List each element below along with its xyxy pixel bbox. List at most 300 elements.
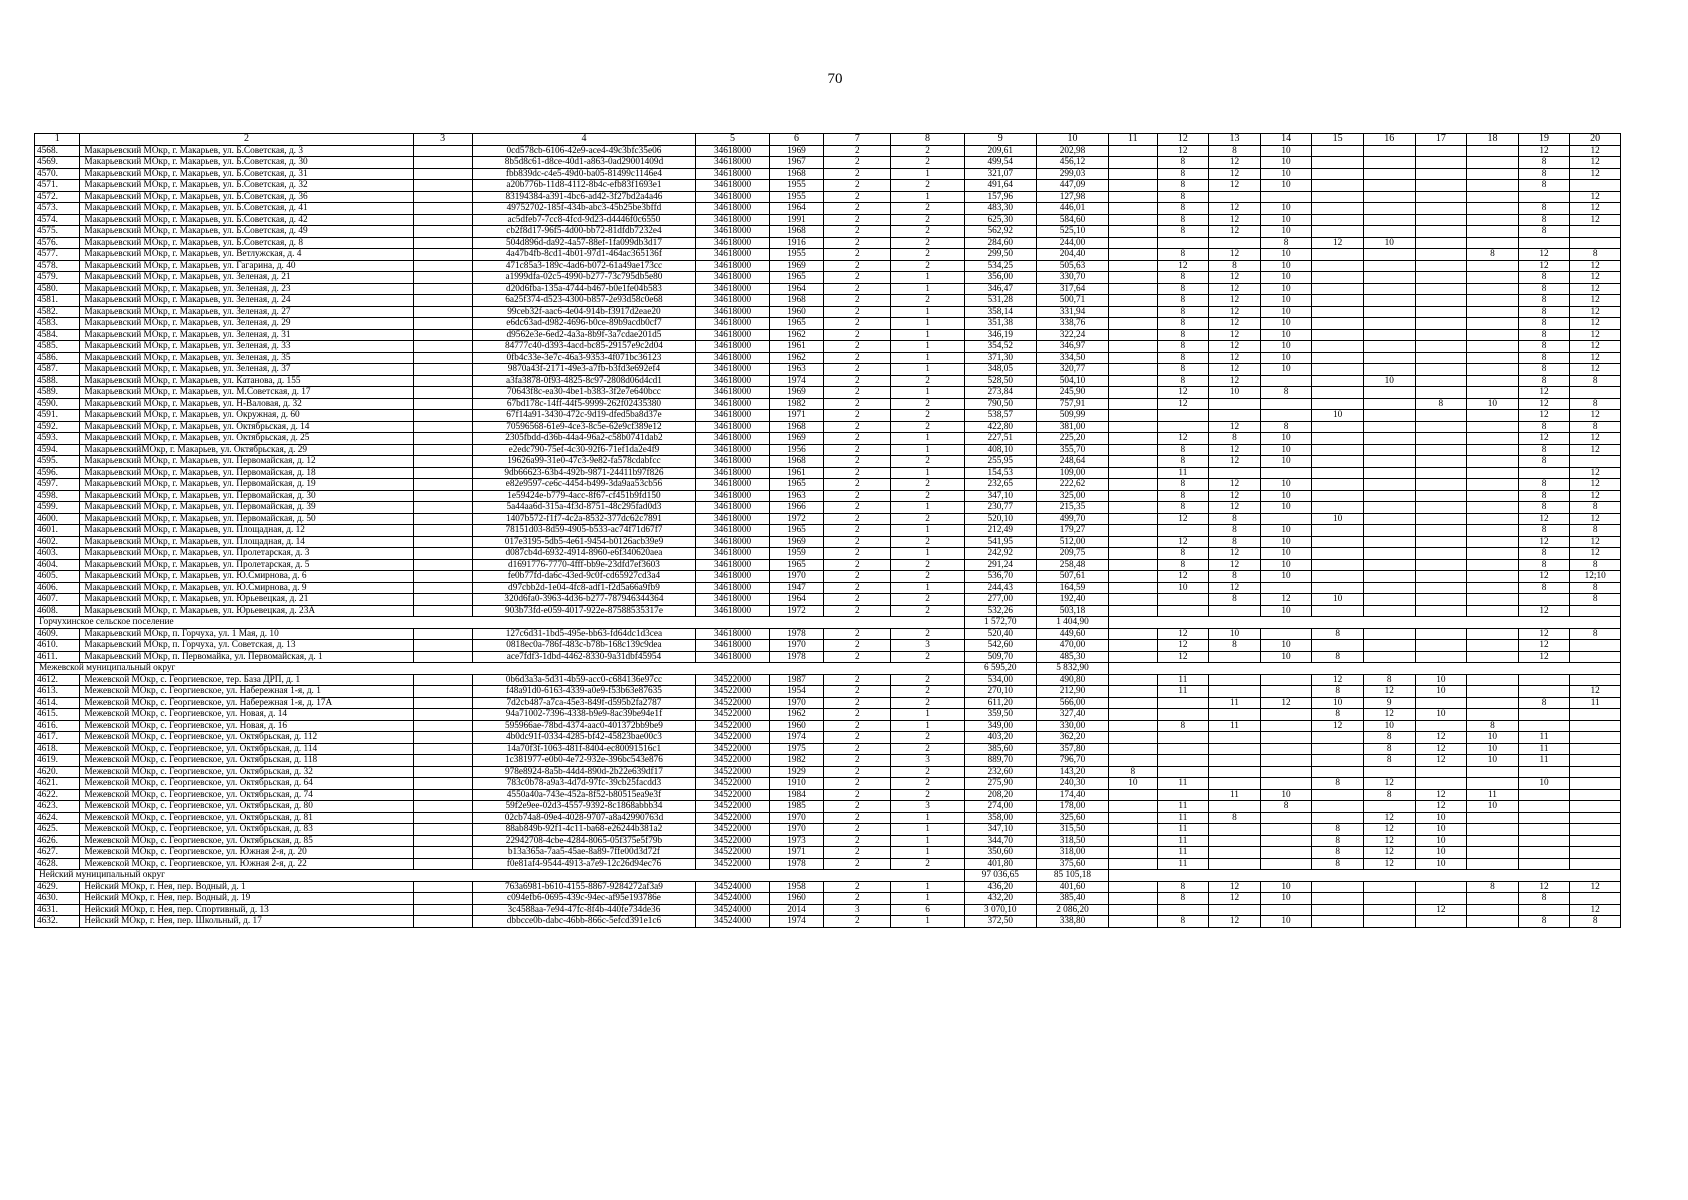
cell-col-3 [413, 260, 472, 272]
cell-col-3 [413, 743, 472, 755]
cell-col-16 [1363, 352, 1415, 364]
cell-col-13: 12 [1209, 272, 1261, 284]
cell-col-11 [1109, 571, 1157, 583]
cell-col-18 [1467, 502, 1519, 514]
cell-col-11 [1109, 640, 1157, 652]
cell-col-14: 10 [1260, 157, 1312, 169]
section-empty [1109, 870, 1621, 882]
cell-col-8: 2 [891, 226, 964, 238]
cell-col-14: 10 [1260, 548, 1312, 560]
cell-col-18: 10 [1467, 755, 1519, 767]
cell-col-17: 8 [1415, 398, 1467, 410]
cell-col-12: 8 [1157, 548, 1209, 560]
cell-col-20: 12 [1570, 467, 1621, 479]
cell-col-1: 4578. [35, 260, 80, 272]
cell-col-7: 2 [824, 341, 891, 353]
cell-col-14: 10 [1260, 433, 1312, 445]
cell-col-7: 2 [824, 858, 891, 870]
cell-col-2: Межевской МОкр, с. Георгиевское, ул. Октябрьская, д. 112 [80, 732, 413, 744]
cell-col-8: 2 [891, 410, 964, 422]
cell-col-5: 34618000 [696, 456, 769, 468]
cell-col-7: 2 [824, 893, 891, 905]
cell-col-12: 8 [1157, 893, 1209, 905]
cell-col-5: 34618000 [696, 283, 769, 295]
cell-col-6: 1960 [769, 306, 824, 318]
cell-col-12: 8 [1157, 226, 1209, 238]
cell-col-16: 8 [1363, 674, 1415, 686]
cell-col-10: 449,60 [1036, 628, 1108, 640]
cell-col-2: Межевской МОкр, с. Георгиевское, ул. Набережная 1-я, д. 17А [80, 697, 413, 709]
cell-col-14 [1260, 766, 1312, 778]
cell-col-3 [413, 605, 472, 617]
cell-col-14: 10 [1260, 180, 1312, 192]
cell-col-8: 2 [891, 375, 964, 387]
cell-col-5: 34618000 [696, 421, 769, 433]
cell-col-16 [1363, 341, 1415, 353]
cell-col-6: 1961 [769, 341, 824, 353]
cell-col-13 [1209, 732, 1261, 744]
cell-col-6: 1962 [769, 709, 824, 721]
cell-col-2: Нейский МОкр, г. Нея, пер. Водный, д. 1 [80, 881, 413, 893]
cell-col-14: 10 [1260, 214, 1312, 226]
column-header-3: 3 [413, 134, 472, 146]
cell-col-18 [1467, 651, 1519, 663]
cell-col-20 [1570, 893, 1621, 905]
cell-col-5: 34522000 [696, 755, 769, 767]
cell-col-18 [1467, 375, 1519, 387]
cell-col-20: 8 [1570, 594, 1621, 606]
cell-col-18 [1467, 766, 1519, 778]
cell-col-12: 12 [1157, 640, 1209, 652]
table-row [35, 410, 1621, 422]
cell-col-16: 12 [1363, 858, 1415, 870]
cell-col-13: 11 [1209, 697, 1261, 709]
cell-col-9: 154,53 [964, 467, 1036, 479]
cell-col-9: 255,95 [964, 456, 1036, 468]
cell-col-11 [1109, 283, 1157, 295]
cell-col-1: 4630. [35, 893, 80, 905]
cell-col-12: 12 [1157, 536, 1209, 548]
cell-col-9: 491,64 [964, 180, 1036, 192]
cell-col-2: Межевской МОкр, с. Георгиевское, ул. Октябрьская, д. 118 [80, 755, 413, 767]
table-row [35, 812, 1621, 824]
cell-col-7: 2 [824, 168, 891, 180]
cell-col-6: 1985 [769, 801, 824, 813]
cell-col-13 [1209, 605, 1261, 617]
cell-col-13: 8 [1209, 536, 1261, 548]
cell-col-1: 4603. [35, 548, 80, 560]
column-header-5: 5 [696, 134, 769, 146]
cell-col-14: 10 [1260, 571, 1312, 583]
cell-col-5: 34618000 [696, 444, 769, 456]
cell-col-1: 4591. [35, 410, 80, 422]
cell-col-5: 34522000 [696, 824, 769, 836]
cell-col-11 [1109, 410, 1157, 422]
cell-col-10: 512,00 [1036, 536, 1108, 548]
cell-col-10: 401,60 [1036, 881, 1108, 893]
cell-col-18 [1467, 456, 1519, 468]
cell-col-6: 1984 [769, 789, 824, 801]
cell-col-1: 4609. [35, 628, 80, 640]
cell-col-16 [1363, 364, 1415, 376]
cell-col-12 [1157, 605, 1209, 617]
cell-col-13 [1209, 766, 1261, 778]
cell-col-13: 12 [1209, 375, 1261, 387]
cell-col-9: 509,70 [964, 651, 1036, 663]
cell-col-7: 2 [824, 559, 891, 571]
cell-col-19: 8 [1518, 582, 1570, 594]
cell-col-8: 1 [891, 893, 964, 905]
cell-col-9: 244,43 [964, 582, 1036, 594]
cell-col-11: 10 [1109, 778, 1157, 790]
cell-col-19 [1518, 847, 1570, 859]
cell-col-18: 10 [1467, 732, 1519, 744]
cell-col-13: 12 [1209, 548, 1261, 560]
cell-col-15: 8 [1312, 709, 1364, 721]
cell-col-13: 12 [1209, 582, 1261, 594]
cell-col-10: 505,63 [1036, 260, 1108, 272]
cell-col-11 [1109, 628, 1157, 640]
cell-col-11 [1109, 226, 1157, 238]
cell-col-8: 1 [891, 168, 964, 180]
cell-col-12 [1157, 743, 1209, 755]
section-empty [1109, 617, 1621, 629]
cell-col-6: 1956 [769, 444, 824, 456]
cell-col-11 [1109, 789, 1157, 801]
cell-col-11 [1109, 904, 1157, 916]
cell-col-16: 12 [1363, 778, 1415, 790]
cell-col-1: 4622. [35, 789, 80, 801]
cell-col-15: 12 [1312, 674, 1364, 686]
cell-col-9: 534,25 [964, 260, 1036, 272]
cell-col-6: 1958 [769, 881, 824, 893]
cell-col-9: 346,19 [964, 329, 1036, 341]
cell-col-8: 1 [891, 847, 964, 859]
cell-col-2: Межевской МОкр, с. Георгиевское, ул. Октябрьская, д. 64 [80, 778, 413, 790]
cell-col-2: Макарьевский МОкр, г. Макарьев, ул. Зеленая, д. 31 [80, 329, 413, 341]
cell-col-4: e6dc63ad-d982-4696-b0ce-89b9acdb0cf7 [472, 318, 696, 330]
cell-col-12: 8 [1157, 352, 1209, 364]
table-row [35, 260, 1621, 272]
cell-col-5: 34618000 [696, 640, 769, 652]
cell-col-9: 401,80 [964, 858, 1036, 870]
cell-col-6: 1969 [769, 145, 824, 157]
cell-col-14: 10 [1260, 916, 1312, 928]
cell-col-20: 12 [1570, 352, 1621, 364]
cell-col-7: 2 [824, 536, 891, 548]
cell-col-7: 2 [824, 778, 891, 790]
cell-col-16 [1363, 881, 1415, 893]
cell-col-7: 2 [824, 260, 891, 272]
cell-col-18 [1467, 421, 1519, 433]
cell-col-20: 12 [1570, 329, 1621, 341]
cell-col-15 [1312, 536, 1364, 548]
cell-col-17: 10 [1415, 824, 1467, 836]
cell-col-9: 371,30 [964, 352, 1036, 364]
cell-col-16: 8 [1363, 743, 1415, 755]
cell-col-9: 359,50 [964, 709, 1036, 721]
cell-col-7: 2 [824, 364, 891, 376]
cell-col-6: 1959 [769, 548, 824, 560]
table-row [35, 824, 1621, 836]
cell-col-12: 8 [1157, 283, 1209, 295]
cell-col-9: 385,60 [964, 743, 1036, 755]
cell-col-5: 34618000 [696, 191, 769, 203]
cell-col-15: 8 [1312, 835, 1364, 847]
cell-col-20 [1570, 720, 1621, 732]
cell-col-7: 2 [824, 226, 891, 238]
cell-col-19 [1518, 835, 1570, 847]
cell-col-16 [1363, 490, 1415, 502]
cell-col-19: 12 [1518, 433, 1570, 445]
cell-col-9: 372,50 [964, 916, 1036, 928]
cell-col-8: 2 [891, 203, 964, 215]
cell-col-4: a20b776b-11d8-4112-8b4c-efb83f1693e1 [472, 180, 696, 192]
cell-col-9: 790,50 [964, 398, 1036, 410]
cell-col-7: 2 [824, 801, 891, 813]
cell-col-13 [1209, 674, 1261, 686]
cell-col-14 [1260, 778, 1312, 790]
section-total-col-9: 97 036,65 [964, 870, 1036, 882]
cell-col-8: 2 [891, 743, 964, 755]
cell-col-13: 12 [1209, 295, 1261, 307]
cell-col-9: 625,30 [964, 214, 1036, 226]
cell-col-15: 10 [1312, 410, 1364, 422]
cell-col-18 [1467, 203, 1519, 215]
cell-col-13: 11 [1209, 789, 1261, 801]
table-row [35, 444, 1621, 456]
cell-col-5: 34524000 [696, 916, 769, 928]
cell-col-18 [1467, 559, 1519, 571]
cell-col-14: 10 [1260, 651, 1312, 663]
cell-col-11 [1109, 824, 1157, 836]
section-total-col-10: 5 832,90 [1036, 663, 1108, 675]
cell-col-7: 3 [824, 904, 891, 916]
cell-col-12: 11 [1157, 467, 1209, 479]
cell-col-14: 8 [1260, 237, 1312, 249]
cell-col-3 [413, 375, 472, 387]
cell-col-14: 10 [1260, 490, 1312, 502]
cell-col-8: 2 [891, 858, 964, 870]
cell-col-7: 2 [824, 295, 891, 307]
cell-col-12: 8 [1157, 214, 1209, 226]
cell-col-15: 10 [1312, 513, 1364, 525]
cell-col-1: 4628. [35, 858, 80, 870]
cell-col-18 [1467, 145, 1519, 157]
cell-col-6: 1954 [769, 686, 824, 698]
cell-col-2: Макарьевский МОкр, г. Макарьев, ул. Гагарина, д. 40 [80, 260, 413, 272]
cell-col-8: 2 [891, 260, 964, 272]
cell-col-6: 1978 [769, 628, 824, 640]
cell-col-8: 1 [891, 835, 964, 847]
cell-col-4: 3c4588aa-7e94-47fc-8f4b-440fe734de36 [472, 904, 696, 916]
cell-col-4: 70596568-61e9-4ce3-8c5e-62e9cf389e12 [472, 421, 696, 433]
cell-col-2: Макарьевский МОкр, г. Макарьев, ул. Первомайская, д. 50 [80, 513, 413, 525]
cell-col-15 [1312, 571, 1364, 583]
cell-col-8: 2 [891, 479, 964, 491]
cell-col-18 [1467, 605, 1519, 617]
cell-col-6: 1968 [769, 456, 824, 468]
column-header-19: 19 [1518, 134, 1570, 146]
cell-col-5: 34618000 [696, 226, 769, 238]
cell-col-7: 2 [824, 249, 891, 261]
cell-col-16 [1363, 283, 1415, 295]
cell-col-3 [413, 812, 472, 824]
cell-col-10: 299,03 [1036, 168, 1108, 180]
cell-col-1: 4606. [35, 582, 80, 594]
cell-col-6: 2014 [769, 904, 824, 916]
cell-col-5: 34618000 [696, 364, 769, 376]
cell-col-7: 2 [824, 628, 891, 640]
cell-col-11 [1109, 605, 1157, 617]
table-row [35, 352, 1621, 364]
cell-col-8: 2 [891, 249, 964, 261]
cell-col-7: 2 [824, 548, 891, 560]
cell-col-14: 10 [1260, 249, 1312, 261]
cell-col-6: 1929 [769, 766, 824, 778]
cell-col-2: Межевской МОкр, с. Георгиевское, тер. База ДРП, д. 1 [80, 674, 413, 686]
cell-col-16 [1363, 249, 1415, 261]
cell-col-12: 11 [1157, 858, 1209, 870]
cell-col-9: 275,90 [964, 778, 1036, 790]
cell-col-2: Макарьевский МОкр, г. Макарьев, ул. Б.Советская, д. 32 [80, 180, 413, 192]
table-row [35, 571, 1621, 583]
cell-col-4: a3fa3878-0f93-4825-8c97-2808d06d4cd1 [472, 375, 696, 387]
cell-col-8: 1 [891, 444, 964, 456]
cell-col-11 [1109, 582, 1157, 594]
cell-col-11 [1109, 720, 1157, 732]
cell-col-13: 12 [1209, 249, 1261, 261]
cell-col-5: 34522000 [696, 674, 769, 686]
cell-col-11 [1109, 548, 1157, 560]
cell-col-11 [1109, 490, 1157, 502]
cell-col-9: 422,80 [964, 421, 1036, 433]
cell-col-17: 10 [1415, 812, 1467, 824]
cell-col-16 [1363, 410, 1415, 422]
cell-col-16 [1363, 168, 1415, 180]
cell-col-1: 4613. [35, 686, 80, 698]
cell-col-14: 10 [1260, 444, 1312, 456]
cell-col-7: 2 [824, 387, 891, 399]
cell-col-10: 525,10 [1036, 226, 1108, 238]
cell-col-14: 10 [1260, 364, 1312, 376]
cell-col-20 [1570, 789, 1621, 801]
cell-col-8: 2 [891, 536, 964, 548]
cell-col-6: 1966 [769, 502, 824, 514]
cell-col-10: 164,59 [1036, 582, 1108, 594]
cell-col-2: Макарьевский МОкр, г. Макарьев, ул. М.Советская, д. 17 [80, 387, 413, 399]
cell-col-3 [413, 318, 472, 330]
cell-col-2: Макарьевский МОкр, г. Макарьев, ул. Октябрьская, д. 14 [80, 421, 413, 433]
cell-col-2: Межевской МОкр, с. Георгиевское, ул. Октябрьская, д. 85 [80, 835, 413, 847]
cell-col-20: 8 [1570, 559, 1621, 571]
cell-col-6: 1963 [769, 490, 824, 502]
cell-col-5: 34618000 [696, 295, 769, 307]
cell-col-20: 8 [1570, 582, 1621, 594]
cell-col-7: 2 [824, 755, 891, 767]
cell-col-5: 34618000 [696, 651, 769, 663]
cell-col-1: 4620. [35, 766, 80, 778]
cell-col-16: 8 [1363, 732, 1415, 744]
cell-col-17 [1415, 456, 1467, 468]
cell-col-1: 4599. [35, 502, 80, 514]
cell-col-10: 796,70 [1036, 755, 1108, 767]
cell-col-15 [1312, 168, 1364, 180]
page-number: 70 [827, 71, 843, 87]
cell-col-7: 2 [824, 283, 891, 295]
cell-col-15 [1312, 249, 1364, 261]
cell-col-15: 10 [1312, 697, 1364, 709]
cell-col-5: 34618000 [696, 410, 769, 422]
cell-col-2: Макарьевский МОкр, п. Первомайка, ул. Первомайская, д. 1 [80, 651, 413, 663]
cell-col-15 [1312, 191, 1364, 203]
cell-col-5: 34618000 [696, 272, 769, 284]
cell-col-8: 1 [891, 502, 964, 514]
cell-col-20 [1570, 226, 1621, 238]
cell-col-13 [1209, 858, 1261, 870]
cell-col-4: e82e9597-ce6c-4454-b499-3da9aa53cb56 [472, 479, 696, 491]
cell-col-7: 2 [824, 674, 891, 686]
cell-col-3 [413, 398, 472, 410]
cell-col-11 [1109, 249, 1157, 261]
cell-col-1: 4626. [35, 835, 80, 847]
cell-col-15: 8 [1312, 628, 1364, 640]
cell-col-10: 338,76 [1036, 318, 1108, 330]
cell-col-13 [1209, 778, 1261, 790]
cell-col-19: 8 [1518, 283, 1570, 295]
cell-col-2: Межевской МОкр, с. Георгиевское, ул. Октябрьская, д. 80 [80, 801, 413, 813]
cell-col-2: Макарьевский МОкр, г. Макарьев, ул. Окружная, д. 60 [80, 410, 413, 422]
cell-col-2: Межевской МОкр, с. Георгиевское, ул. Октябрьская, д. 74 [80, 789, 413, 801]
cell-col-14: 10 [1260, 295, 1312, 307]
cell-col-1: 4617. [35, 732, 80, 744]
cell-col-3 [413, 191, 472, 203]
cell-col-8: 2 [891, 594, 964, 606]
cell-col-9: 358,14 [964, 306, 1036, 318]
cell-col-17 [1415, 433, 1467, 445]
cell-col-10: 127,98 [1036, 191, 1108, 203]
cell-col-1: 4631. [35, 904, 80, 916]
cell-col-11 [1109, 145, 1157, 157]
cell-col-14: 10 [1260, 479, 1312, 491]
cell-col-5: 34524000 [696, 881, 769, 893]
cell-col-13 [1209, 904, 1261, 916]
cell-col-16 [1363, 260, 1415, 272]
cell-col-13 [1209, 824, 1261, 836]
column-header-15: 15 [1312, 134, 1364, 146]
cell-col-19: 8 [1518, 490, 1570, 502]
cell-col-17 [1415, 536, 1467, 548]
cell-col-9: 889,70 [964, 755, 1036, 767]
cell-col-3 [413, 766, 472, 778]
cell-col-13: 10 [1209, 387, 1261, 399]
cell-col-19 [1518, 858, 1570, 870]
cell-col-3 [413, 789, 472, 801]
cell-col-2: Макарьевский МОкр, г. Макарьев, ул. Зеленая, д. 24 [80, 295, 413, 307]
cell-col-10: 258,48 [1036, 559, 1108, 571]
cell-col-6: 1972 [769, 605, 824, 617]
cell-col-20: 12 [1570, 306, 1621, 318]
cell-col-8: 1 [891, 283, 964, 295]
column-header-20: 20 [1570, 134, 1621, 146]
cell-col-20 [1570, 858, 1621, 870]
cell-col-15: 12 [1312, 720, 1364, 732]
cell-col-1: 4624. [35, 812, 80, 824]
table-row [35, 214, 1621, 226]
cell-col-12: 12 [1157, 433, 1209, 445]
cell-col-13 [1209, 743, 1261, 755]
cell-col-3 [413, 697, 472, 709]
